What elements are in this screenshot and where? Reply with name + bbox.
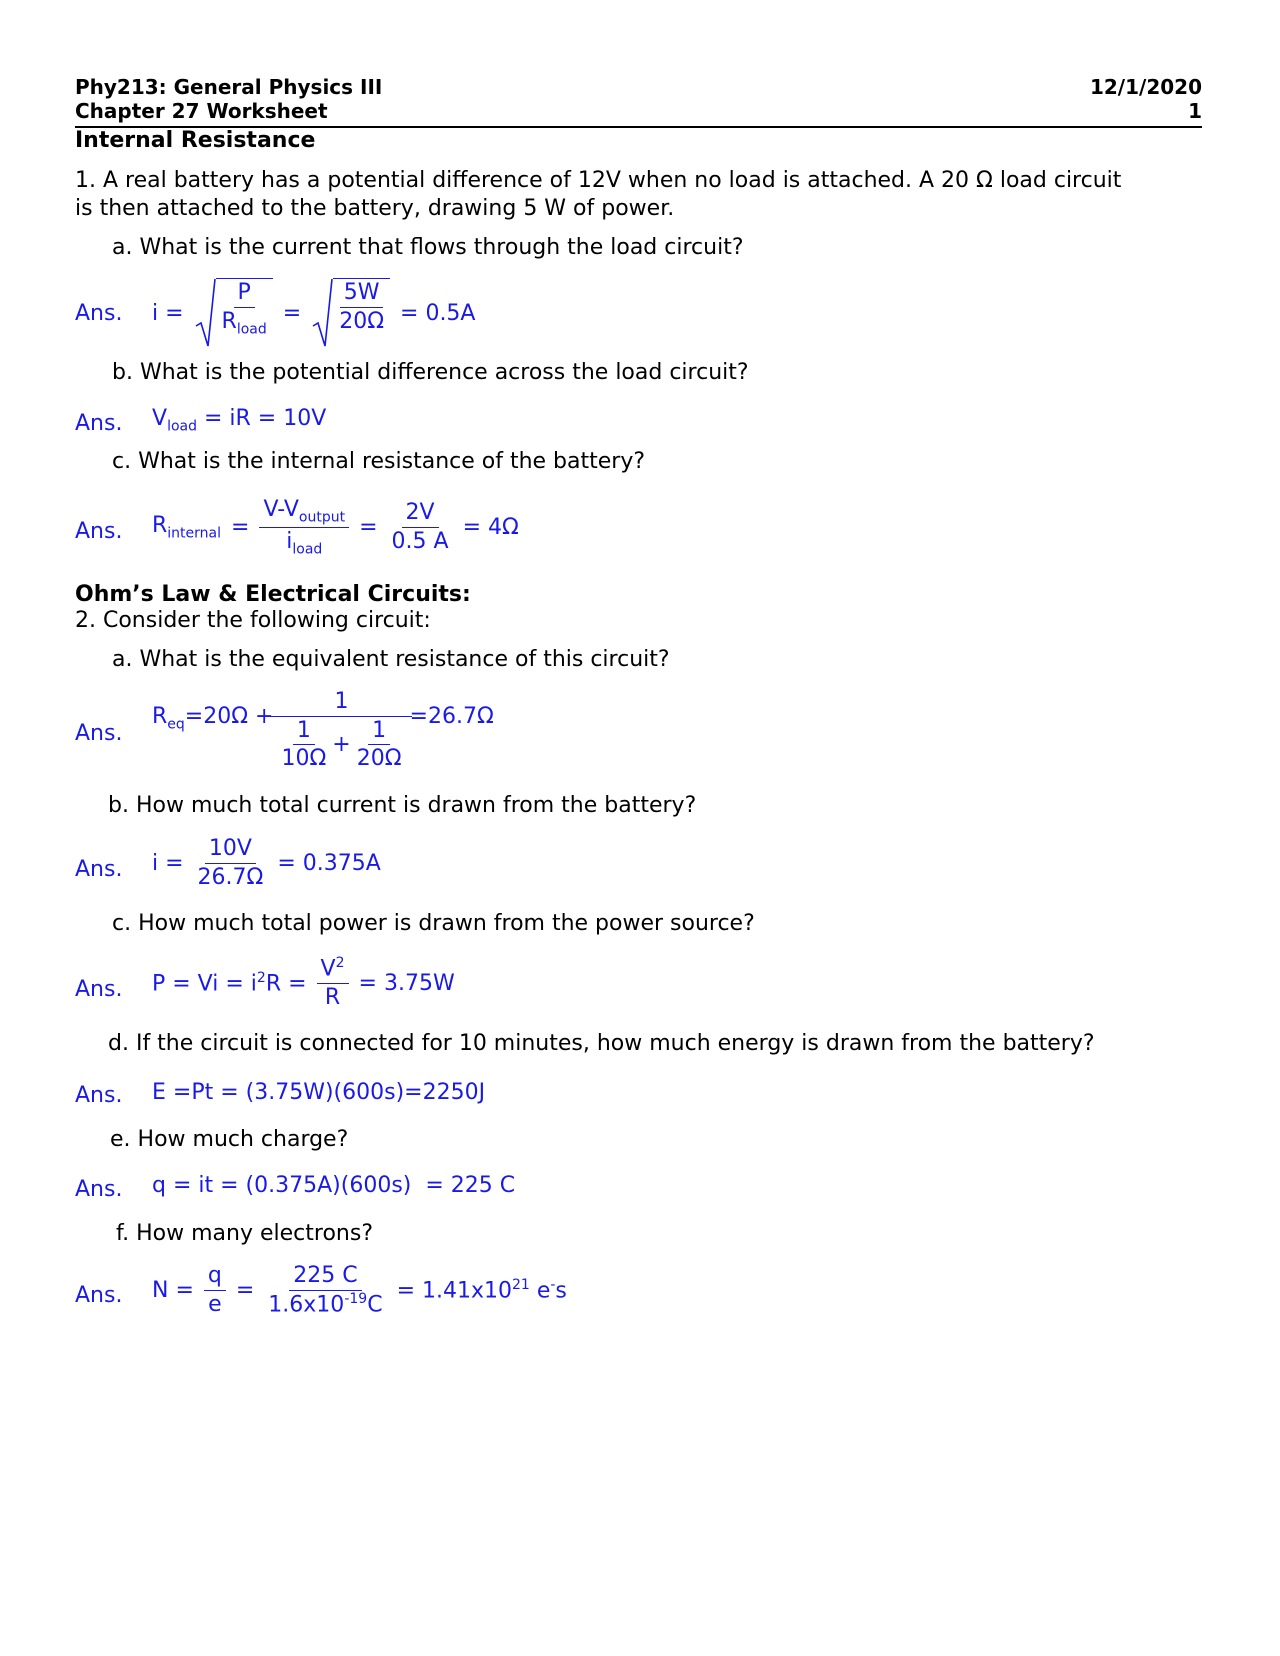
answer-2c-sup: 2 — [256, 970, 266, 986]
answer-2b-result: = 0.375A — [277, 850, 381, 876]
answer-2f-lhs: N = — [152, 1277, 194, 1303]
answer-1c-r-sub: internal — [167, 525, 222, 542]
answer-2f-tail-2: s — [555, 1278, 567, 1304]
answer-2a-den-2: 20Ω — [356, 746, 402, 771]
answer-1a-result: = 0.5A — [400, 300, 476, 326]
answer-1c-num-1-sub: output — [298, 509, 346, 526]
answer-label: Ans. — [75, 411, 123, 436]
sqrt-numeric — [311, 278, 390, 348]
answer-1a-den-2: 20Ω — [339, 308, 385, 334]
answer-2b — [152, 835, 381, 891]
answer-2e: q = it = (0.375A)(600s) = 225 C — [152, 1173, 516, 1198]
answer-1c-eq: = — [231, 514, 250, 540]
page-number: 1 — [1188, 99, 1202, 123]
question-2c: c. How much total power is drawn from the power source? — [112, 911, 755, 936]
answer-label: Ans. — [75, 519, 123, 544]
answer-1c-den-1: i — [286, 528, 293, 554]
question-2f: f. How many electrons? — [116, 1221, 373, 1246]
answer-2c-lhs: P = Vi = i — [152, 971, 257, 997]
answer-2f-tail: e — [529, 1278, 551, 1304]
answer-2f-den-2-unit: C — [367, 1291, 383, 1317]
answer-2c-num: V — [320, 956, 336, 982]
answer-1a-den-1: R — [221, 308, 237, 334]
answer-1a — [152, 278, 475, 348]
answer-1c — [152, 496, 519, 559]
question-1-line-1: 1. A real battery has a potential difference of 12V when no load is attached. A 20 Ω load circuit — [75, 168, 1122, 193]
answer-2f-result-sup: 21 — [512, 1277, 530, 1293]
answer-2f-den-2: 1.6x10 — [268, 1291, 345, 1317]
answer-label: Ans. — [75, 857, 123, 882]
answer-1c-num-2: 2V — [402, 499, 439, 528]
answer-2b-den: 26.7Ω — [197, 864, 264, 890]
answer-2f-den-2-sup: -19 — [344, 1290, 368, 1307]
answer-label: Ans. — [75, 977, 123, 1002]
course-title: Phy213: General Physics III — [75, 75, 383, 99]
answer-1a-eq: = — [282, 300, 302, 326]
answer-2f-frac-2 — [264, 1262, 386, 1318]
answer-2f-den-1: e — [208, 1291, 222, 1317]
answer-label: Ans. — [75, 301, 123, 326]
answer-1b — [152, 406, 326, 434]
answer-2a-result: =26.7Ω — [409, 704, 494, 729]
answer-1c-result: = 4Ω — [462, 514, 519, 540]
answer-2f-tail-sup: - — [550, 1277, 556, 1293]
answer-1c-num-1: V-V — [263, 497, 299, 522]
answer-1b-v-sub: load — [167, 418, 197, 435]
section-internal-resistance-title: Internal Resistance — [75, 128, 316, 153]
answer-2f — [152, 1262, 567, 1318]
question-2: 2. Consider the following circuit: — [75, 608, 431, 633]
question-2e: e. How much charge? — [110, 1127, 349, 1152]
worksheet-title: Chapter 27 Worksheet — [75, 99, 328, 123]
answer-2c-frac — [317, 955, 349, 1011]
question-2a: a. What is the equivalent resistance of this circuit? — [112, 647, 670, 672]
answer-label: Ans. — [75, 1177, 123, 1202]
answer-2a-r-sub: eq — [167, 716, 185, 733]
section-ohms-law-title: Ohm’s Law & Electrical Circuits: — [75, 582, 471, 607]
answer-2f-result: = 1.41x10 — [396, 1278, 512, 1304]
question-1c: c. What is the internal resistance of the battery? — [112, 449, 646, 474]
answer-2c-den: R — [324, 984, 341, 1010]
question-1b: b. What is the potential difference across the load circuit? — [112, 360, 749, 385]
answer-2a-complex-frac — [273, 688, 409, 773]
answer-1a-num-1: P — [234, 279, 255, 308]
answer-2a-plus: + — [332, 731, 351, 757]
answer-2b-num: 10V — [205, 835, 256, 864]
answer-2b-frac — [194, 835, 268, 891]
radical-sign-icon — [194, 278, 216, 348]
answer-2c-num-sup: 2 — [335, 955, 345, 971]
answer-2d: E =Pt = (3.75W)(600s)=2250J — [152, 1080, 486, 1105]
answer-label: Ans. — [75, 1083, 123, 1108]
answer-1c-r: R — [152, 513, 168, 539]
answer-label: Ans. — [75, 721, 123, 746]
answer-1b-v: V — [152, 406, 168, 431]
answer-2c — [152, 955, 455, 1011]
answer-2a — [152, 688, 494, 773]
answer-2f-frac-1 — [204, 1262, 226, 1318]
answer-1b-rest: = iR = 10V — [203, 406, 327, 431]
question-2d: d. If the circuit is connected for 10 minutes, how much energy is drawn from the battery? — [108, 1031, 1095, 1056]
answer-1a-lhs: i = — [152, 300, 184, 326]
answer-2a-den-1: 10Ω — [281, 746, 327, 771]
question-1a: a. What is the current that flows through the load circuit? — [112, 235, 744, 260]
answer-2f-eq: = — [235, 1277, 255, 1303]
answer-2b-lhs: i = — [152, 850, 184, 876]
question-1-line-2: is then attached to the battery, drawing 5 W of power. — [75, 196, 675, 221]
answer-2a-one: 1 — [271, 688, 411, 717]
answer-label: Ans. — [75, 1283, 123, 1308]
header-date: 12/1/2020 — [1089, 75, 1202, 99]
answer-1c-frac-2 — [388, 499, 453, 555]
question-2b: b. How much total current is drawn from the battery? — [108, 793, 697, 818]
answer-2f-num-1: q — [204, 1262, 226, 1291]
answer-2a-one-1: 1 — [293, 717, 315, 746]
answer-1a-den-1-sub: load — [236, 320, 267, 337]
sqrt-power-over-rload — [194, 278, 273, 348]
answer-1c-eq-2: = — [359, 514, 378, 540]
answer-1c-den-2: 0.5 A — [391, 528, 449, 554]
answer-2a-r: R — [152, 704, 168, 729]
answer-2a-one-2: 1 — [368, 717, 390, 746]
answer-2c-mid: R = — [265, 971, 307, 997]
answer-2f-num-2: 225 C — [289, 1262, 361, 1291]
answer-1c-frac-1 — [259, 496, 349, 559]
answer-2c-result: = 3.75W — [358, 970, 455, 996]
answer-1c-den-1-sub: load — [292, 541, 323, 558]
radical-sign-icon — [311, 278, 333, 348]
answer-2a-mid: =20Ω + — [184, 704, 274, 729]
answer-1a-num-2: 5W — [340, 279, 384, 308]
